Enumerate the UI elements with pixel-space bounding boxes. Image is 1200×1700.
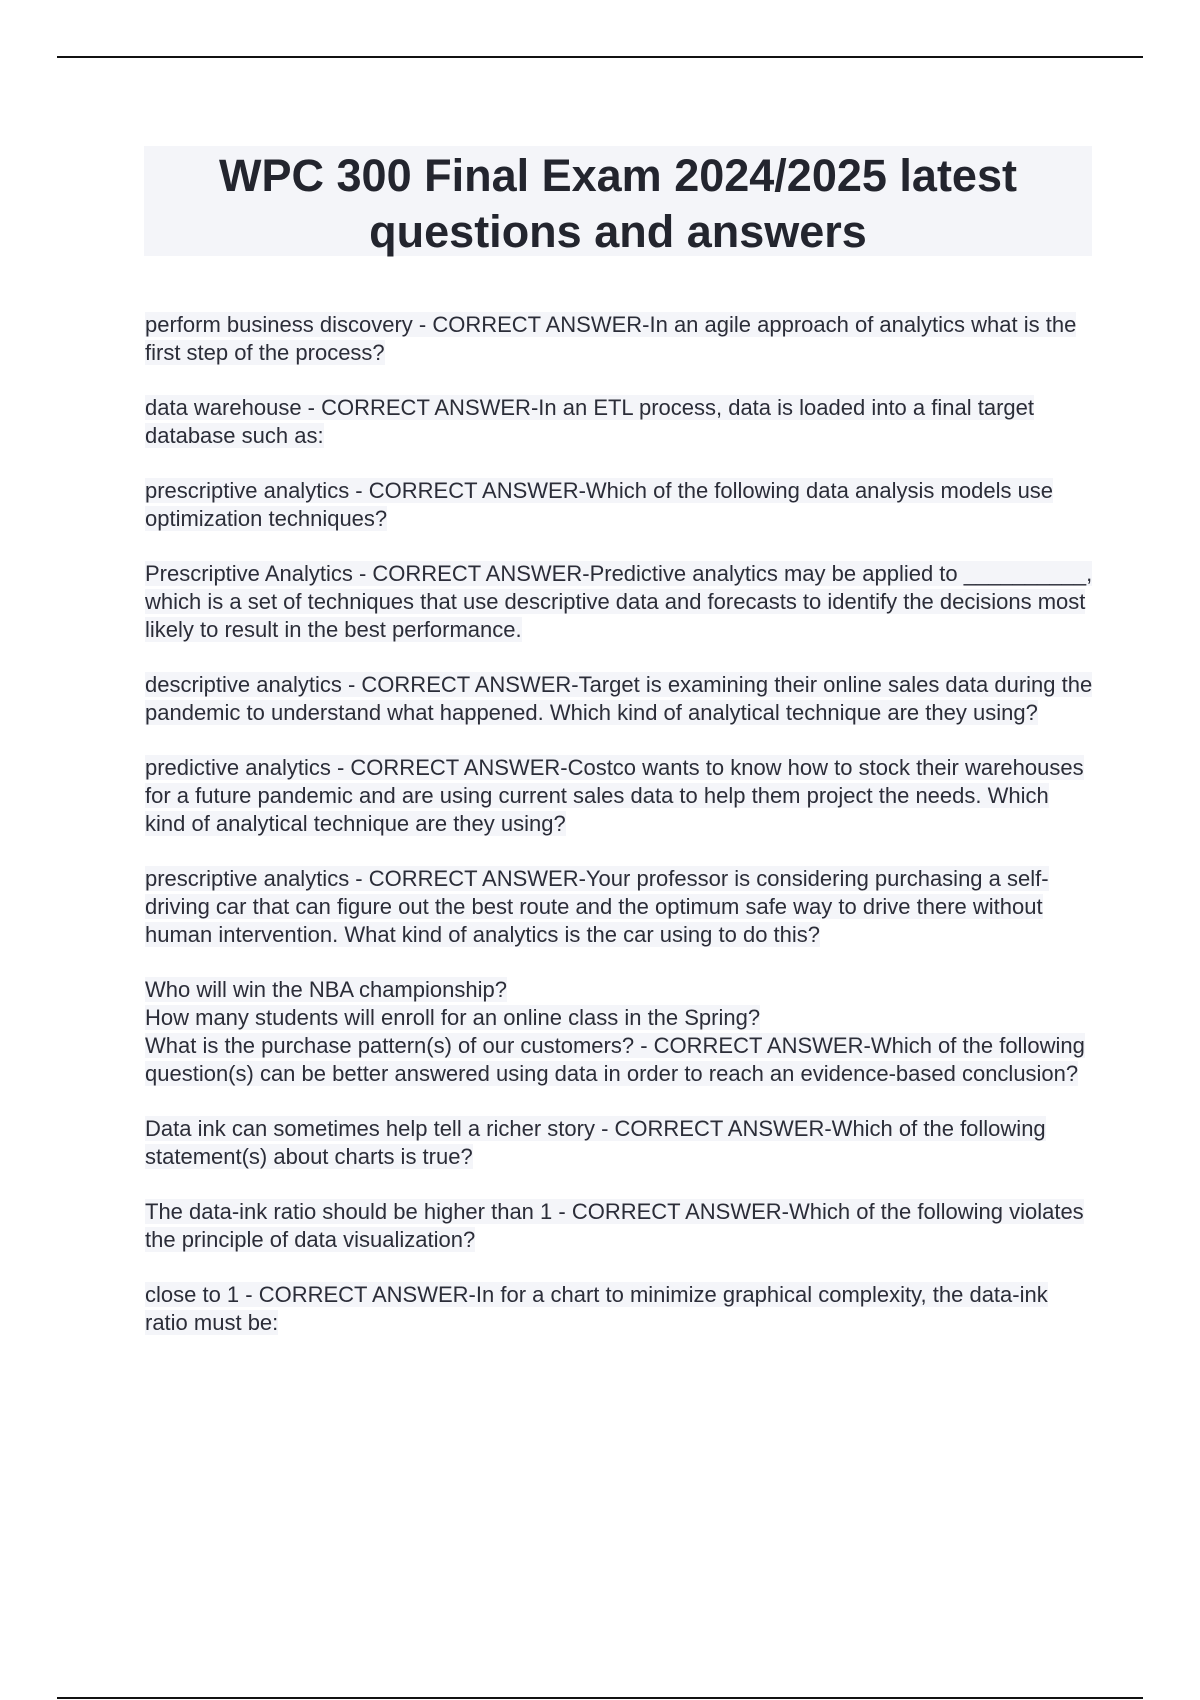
qa-item [145, 560, 1095, 644]
qa-item [145, 976, 1095, 1088]
qa-item-text: perform business discovery - CORRECT ANSWER-In an agile approach of analytics what is the first step of the process? [145, 312, 1077, 365]
qa-item [145, 1115, 1095, 1171]
qa-item [145, 671, 1095, 727]
qa-item-text: Data ink can sometimes help tell a richer story - CORRECT ANSWER-Which of the following statement(s) about charts is true? [145, 1116, 1046, 1169]
title-banner [144, 146, 1092, 256]
qa-item [145, 311, 1095, 367]
bottom-rule [57, 1697, 1143, 1699]
qa-item-text: data warehouse - CORRECT ANSWER-In an ETL process, data is loaded into a final target database such as: [145, 395, 1034, 448]
qa-item [145, 394, 1095, 450]
qa-item-text: prescriptive analytics - CORRECT ANSWER-Your professor is considering purchasing a self-driving car that can figure out the best route and the optimum safe way to drive there without human intervention. What kind of analytics is the car using to do this? [145, 866, 1049, 947]
qa-item [145, 1198, 1095, 1254]
qa-item-text: Prescriptive Analytics - CORRECT ANSWER-Predictive analytics may be applied to __________, which is a set of techniques that use descriptive data and forecasts to identify the decisions most likely to result in the best performance. [145, 561, 1093, 642]
qa-item-text: The data-ink ratio should be higher than 1 - CORRECT ANSWER-Which of the following violates the principle of data visualization? [145, 1199, 1084, 1252]
qa-item-text: descriptive analytics - CORRECT ANSWER-Target is examining their online sales data during the pandemic to understand what happened. Which kind of analytical technique are they using? [145, 672, 1093, 725]
qa-item [145, 477, 1095, 533]
qa-item-text: predictive analytics - CORRECT ANSWER-Costco wants to know how to stock their warehouses for a future pandemic and are using current sales data to help them project the needs. Which kind of analytical technique are they using? [145, 755, 1084, 836]
qa-item [145, 865, 1095, 949]
top-rule [57, 56, 1143, 58]
qa-item-text: Who will win the NBA championship? How many students will enroll for an online class in the Spring? What is the purchase pattern(s) of our customers? - CORRECT ANSWER-Which of the following question(s) can be better answered using data in order to reach an evidence-based conclusion? [145, 977, 1085, 1086]
qa-item [145, 1281, 1095, 1337]
qa-item [145, 754, 1095, 838]
qa-list [145, 311, 1095, 1364]
qa-item-text: close to 1 - CORRECT ANSWER-In for a chart to minimize graphical complexity, the data-ink ratio must be: [145, 1282, 1048, 1335]
qa-item-text: prescriptive analytics - CORRECT ANSWER-Which of the following data analysis models use optimization techniques? [145, 478, 1054, 531]
document-title: WPC 300 Final Exam 2024/2025 latest questions and answers [219, 150, 1017, 257]
